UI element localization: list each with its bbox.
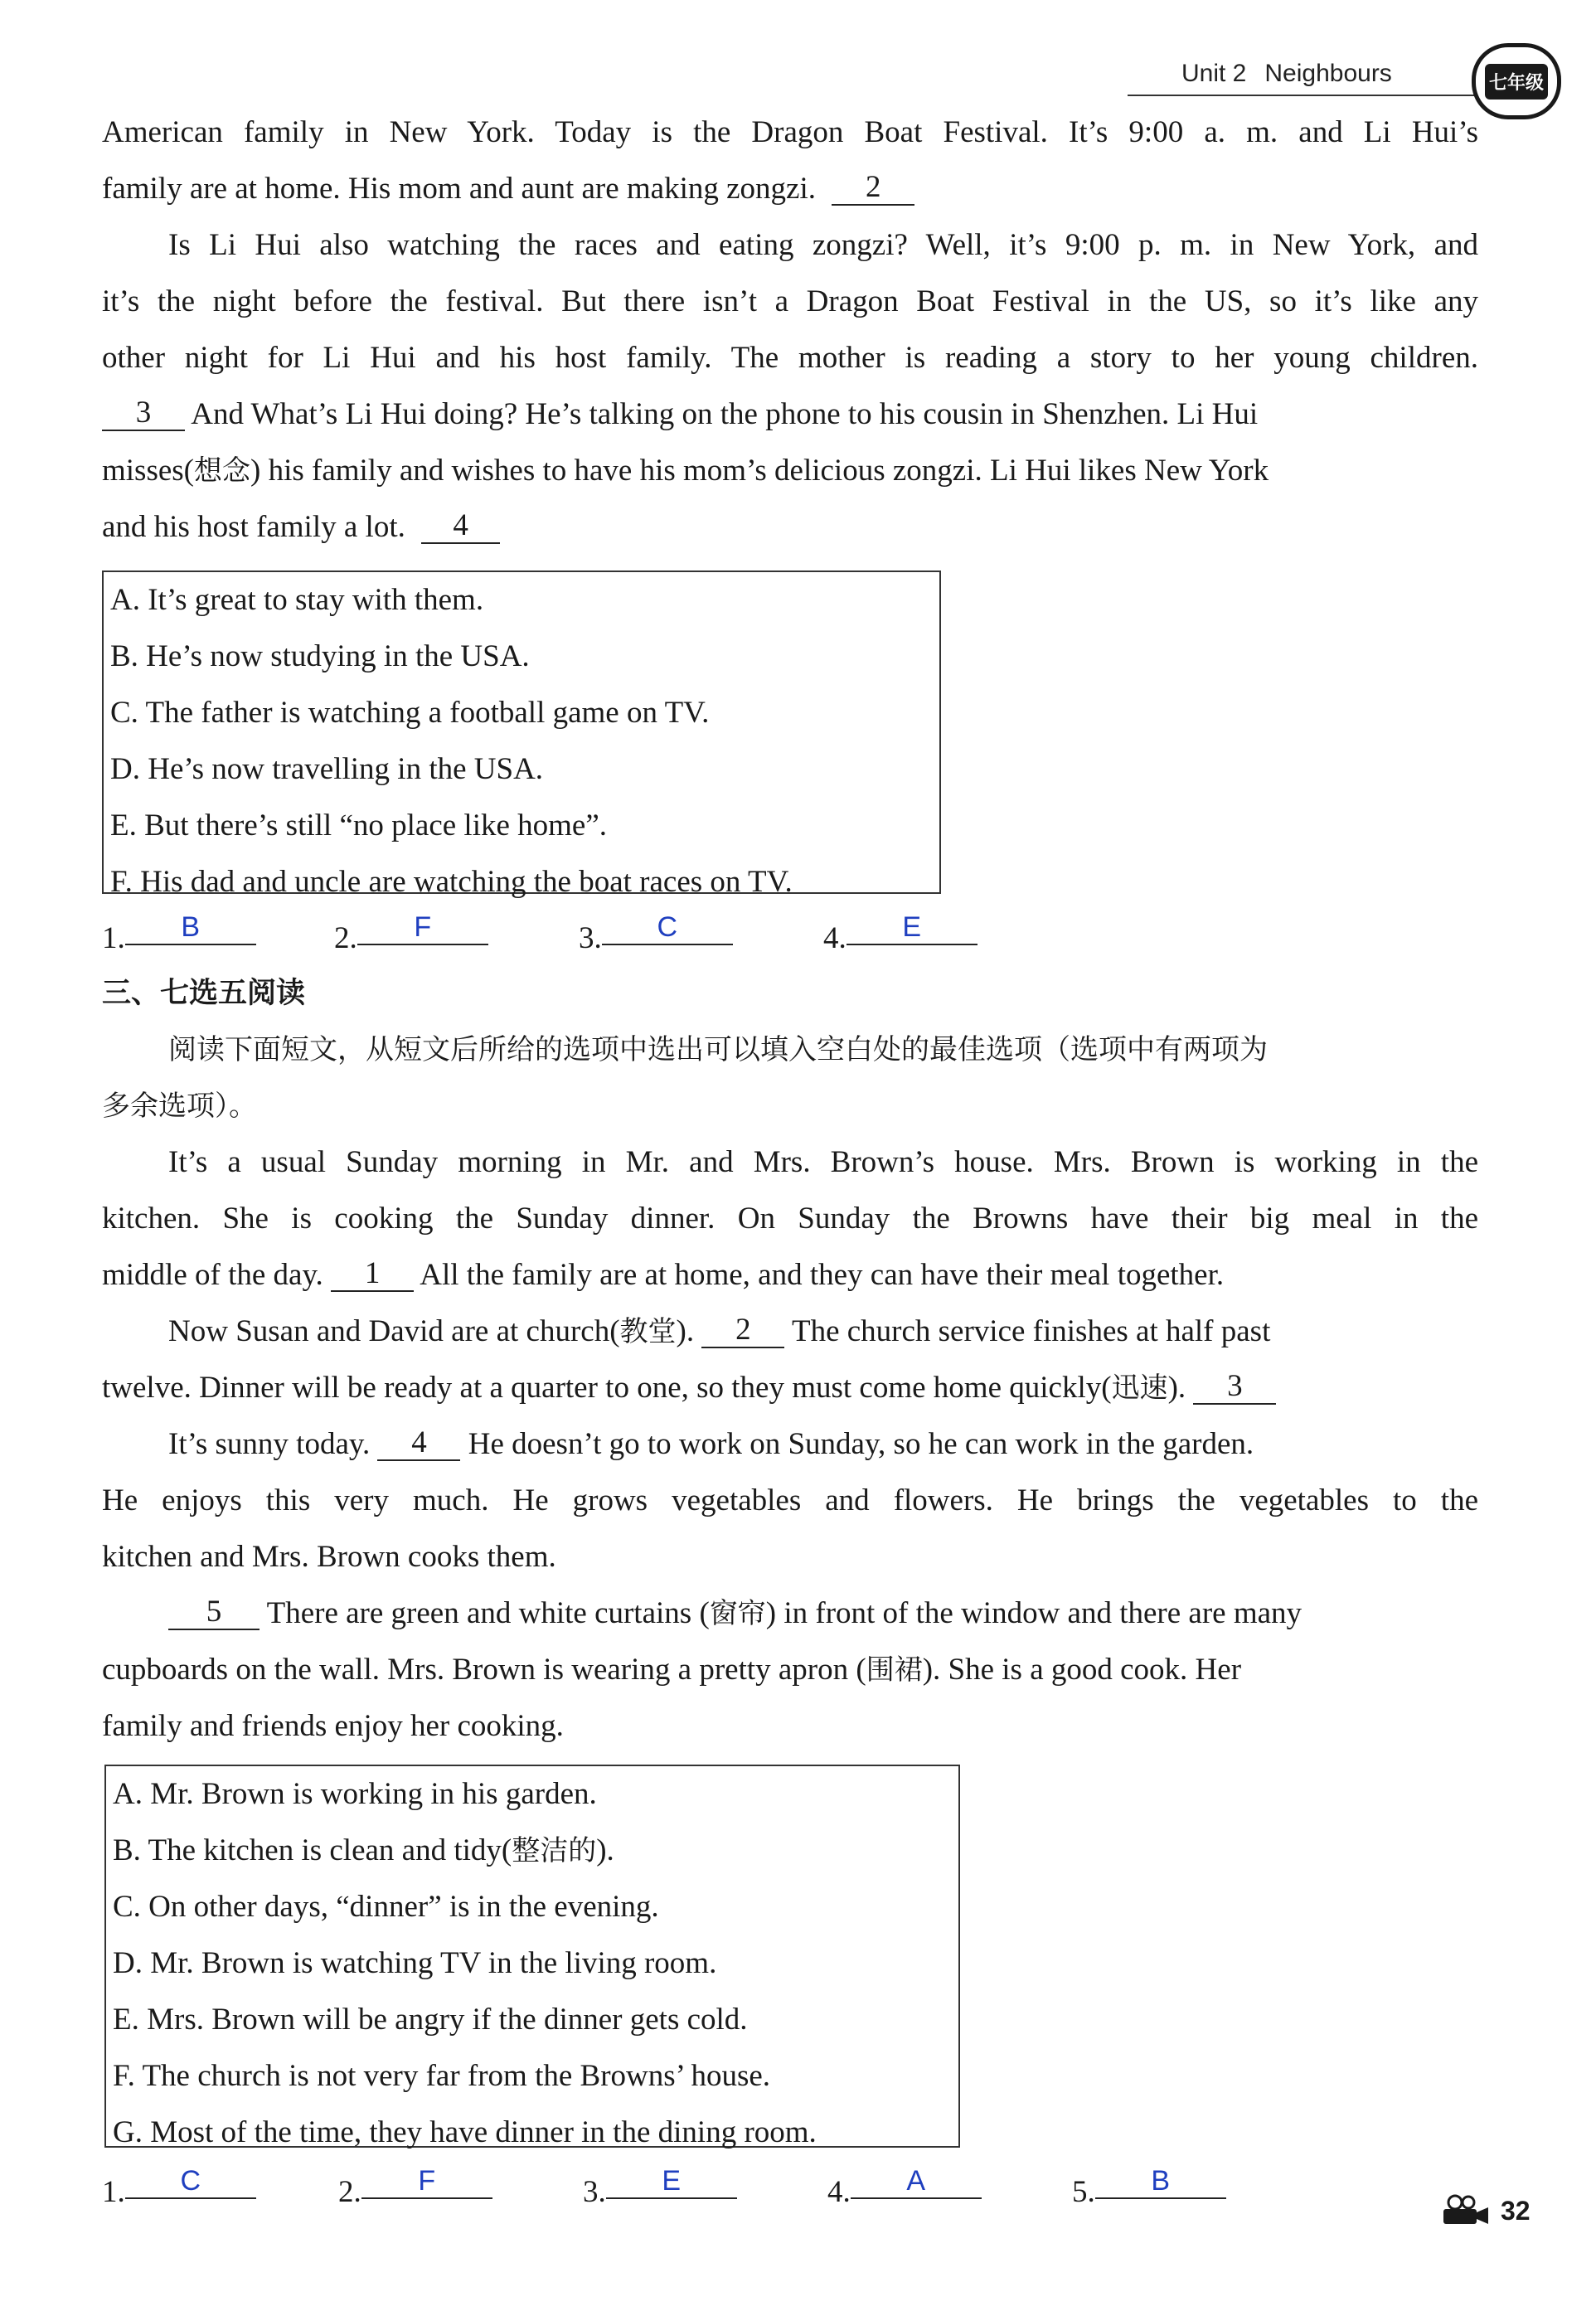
answer-field[interactable]: A	[851, 2164, 982, 2199]
gloss-cn: 教堂	[619, 1315, 677, 1348]
passage2-line	[102, 1304, 1478, 1360]
blank-5[interactable]: 5	[168, 1595, 260, 1630]
instruction-line: 阅读下面短文，从短文后所给的选项中选出可以填入空白处的最佳选项（选项中有两项为	[168, 1033, 1268, 1066]
answer-number: 2.	[334, 921, 357, 955]
passage-2	[102, 1134, 1478, 1755]
passage2-text: ).	[676, 1314, 695, 1348]
answer-item	[583, 2165, 737, 2211]
passage2-text: cupboards on the wall. Mrs. Brown is wearing a pretty apron (	[102, 1653, 866, 1687]
answer-item	[338, 2165, 492, 2211]
answer-field[interactable]: F	[357, 910, 488, 945]
unit-header	[1181, 60, 1410, 88]
passage1-line: other night for Li Hui and his host family. The mother is reading a story to her young children.	[102, 341, 1478, 375]
option-item: A. Mr. Brown is working in his garden.	[113, 1777, 597, 1811]
section-title: 三、七选五阅读	[102, 977, 306, 1010]
option-item: A. It’s great to stay with them.	[110, 583, 484, 617]
unit-title: Neighbours	[1264, 60, 1392, 87]
answer-number: 3.	[583, 2175, 606, 2209]
header-rule	[1128, 95, 1476, 96]
answer-number: 4.	[823, 921, 847, 955]
gloss-cn: 围裙	[866, 1653, 923, 1687]
gloss-cn: 窗帘	[709, 1597, 766, 1630]
passage2-text: All the family are at home, and they can have their meal together.	[420, 1258, 1225, 1292]
option-item: F. The church is not very far from the Browns’ house.	[113, 2059, 771, 2093]
gloss-cn: 迅速	[1111, 1372, 1168, 1405]
answer-field[interactable]: C	[602, 910, 733, 945]
blank-2[interactable]: 2	[832, 171, 914, 206]
passage2-line: He enjoys this very much. He grows vegetables and flowers. He brings the vegetables to the	[102, 1483, 1478, 1517]
answer-field[interactable]: F	[361, 2164, 492, 2199]
answer-number: 1.	[102, 2175, 125, 2209]
answer-item	[102, 2165, 256, 2211]
passage2-text: There are green and white curtains (	[266, 1596, 710, 1630]
answer-field[interactable]: B	[125, 910, 256, 945]
passage2-line	[102, 1585, 1478, 1642]
option-text: B. The kitchen is clean and tidy(	[113, 1833, 512, 1867]
gloss-cn: 整洁的	[512, 1834, 597, 1867]
passage1-line: American family in New York. Today is the Dragon Boat Festival. It’s 9:00 a. m. and Li Hui’s	[102, 115, 1478, 149]
passage2-text: He doesn’t go to work on Sunday, so he can work in the garden.	[468, 1427, 1254, 1461]
passage1-line: Is Li Hui also watching the races and eating zongzi? Well, it’s 9:00 p. m. in New York, and	[168, 228, 1478, 262]
passage2-line: kitchen. She is cooking the Sunday dinner. On Sunday the Browns have their big meal in the	[102, 1202, 1478, 1236]
answer-number: 3.	[579, 921, 602, 955]
option-item: C. On other days, “dinner” is in the evening.	[113, 1890, 659, 1924]
passage2-text: Now Susan and David are at church(	[168, 1314, 620, 1348]
answer-number: 1.	[102, 921, 125, 955]
instruction-line: 多余选项）。	[102, 1090, 257, 1123]
passage-1	[102, 104, 1478, 556]
section-instruction	[102, 1022, 1478, 1134]
option-item: D. Mr. Brown is watching TV in the living room.	[113, 1946, 717, 1980]
answer-field[interactable]: B	[1095, 2164, 1226, 2199]
answer-item	[102, 911, 256, 957]
answer-item	[823, 911, 977, 957]
answer-number: 2.	[338, 2175, 361, 2209]
passage2-text: ).	[1167, 1371, 1186, 1405]
answer-item	[579, 911, 733, 957]
option-item: G. Most of the time, they have dinner in the dining room.	[113, 2115, 817, 2149]
grade-badge-text: 七年级	[1485, 64, 1548, 100]
passage2-text: It’s sunny today.	[168, 1427, 371, 1461]
passage2-text: ). She is a good cook. Her	[922, 1653, 1242, 1687]
passage1-text: family are at home. His mom and aunt are making zongzi.	[102, 172, 817, 206]
passage2-line	[102, 1642, 1478, 1698]
unit-label: Unit 2	[1181, 60, 1247, 87]
answer-number: 4.	[827, 2175, 851, 2209]
page-number: 32	[1501, 2196, 1531, 2226]
passage2-line	[102, 1360, 1478, 1416]
options-box-2	[104, 1765, 960, 2148]
passage1-line	[102, 499, 1478, 556]
blank-1[interactable]: 1	[331, 1257, 414, 1292]
passage1-text: ) his family and wishes to have his mom’s delicious zongzi. Li Hui likes New York	[250, 454, 1269, 488]
blank-4[interactable]: 4	[421, 509, 500, 544]
option-item: E. Mrs. Brown will be angry if the dinner gets cold.	[113, 2003, 748, 2037]
answer-item	[1072, 2165, 1226, 2211]
option-text: ).	[596, 1833, 614, 1867]
answer-field[interactable]: E	[847, 910, 977, 945]
passage1-line	[102, 386, 1478, 443]
passage2-line: family and friends enjoy her cooking.	[102, 1709, 564, 1743]
option-item: C. The father is watching a football game on TV.	[110, 696, 710, 730]
answer-item	[334, 911, 488, 957]
option-item: B. He’s now studying in the USA.	[110, 639, 530, 673]
passage2-line	[102, 1247, 1478, 1304]
camera-icon	[1438, 2194, 1490, 2226]
option-item	[113, 1823, 952, 1879]
passage1-line	[102, 443, 1478, 499]
option-item: F. His dad and uncle are watching the boat races on TV.	[110, 865, 793, 899]
options-box-1	[102, 571, 941, 899]
grade-badge	[1472, 43, 1561, 119]
blank-3[interactable]: 3	[1193, 1370, 1276, 1405]
blank-2[interactable]: 2	[701, 1313, 784, 1348]
passage2-line	[102, 1416, 1478, 1473]
blank-4[interactable]: 4	[377, 1426, 460, 1461]
passage2-text: middle of the day.	[102, 1258, 323, 1292]
answer-field[interactable]: E	[606, 2164, 737, 2199]
blank-3[interactable]: 3	[102, 396, 185, 431]
passage1-text: and his host family a lot.	[102, 510, 405, 544]
passage2-line: kitchen and Mrs. Brown cooks them.	[102, 1540, 556, 1574]
passage1-line	[102, 161, 1478, 217]
answer-field[interactable]: C	[125, 2164, 256, 2199]
answer-number: 5.	[1072, 2175, 1095, 2209]
passage2-text: ) in front of the window and there are many	[765, 1596, 1303, 1630]
passage1-text: misses(	[102, 454, 194, 488]
passage1-text: And What’s Li Hui doing? He’s talking on the phone to his cousin in Shenzhen. Li Hui	[191, 397, 1259, 431]
gloss-cn: 想念	[194, 454, 250, 488]
passage2-text: The church service finishes at half past	[791, 1314, 1271, 1348]
passage1-line: it’s the night before the festival. But there isn’t a Dragon Boat Festival in the US, so it’s like any	[102, 284, 1478, 318]
option-item: D. He’s now travelling in the USA.	[110, 752, 544, 786]
passage2-line: It’s a usual Sunday morning in Mr. and Mrs. Brown’s house. Mrs. Brown is working in the	[168, 1145, 1478, 1179]
option-item: E. But there’s still “no place like home”.	[110, 808, 608, 842]
answer-item	[827, 2165, 982, 2211]
passage2-text: twelve. Dinner will be ready at a quarter to one, so they must come home quickly(	[102, 1371, 1112, 1405]
